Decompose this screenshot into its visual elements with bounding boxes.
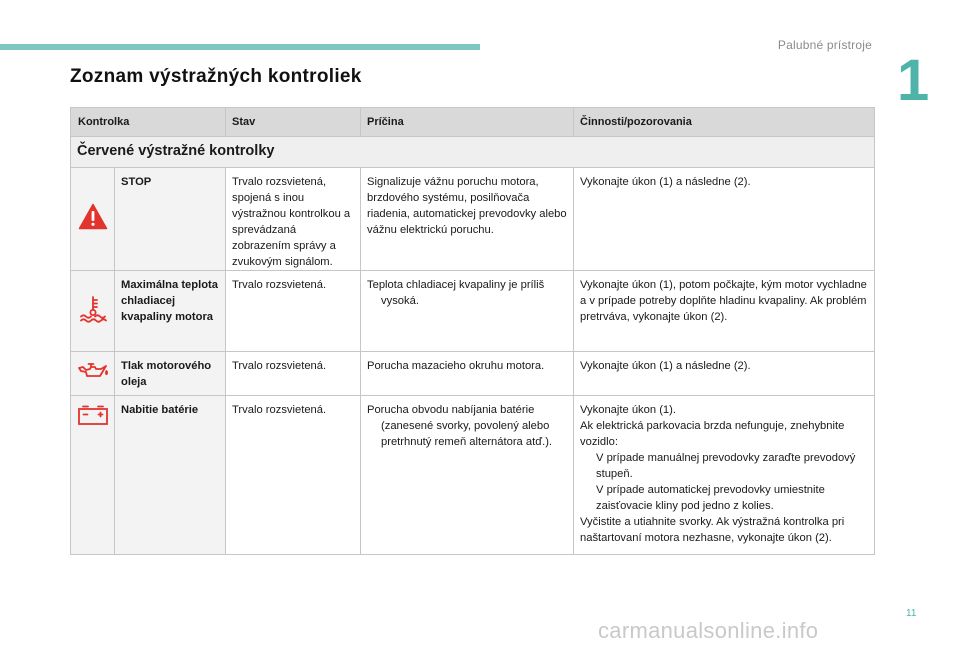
icon-cell [71,352,115,396]
section-name: Palubné prístroje [777,38,872,52]
state-text: Trvalo rozsvietená. [226,396,361,555]
indicator-name: Maximálna teplota chladiacej kvapaliny motora [115,271,226,352]
section-heading-red: Červené výstražné kontrolky [71,137,875,168]
action-line: Vykonajte úkon (1). [580,404,676,416]
cause-text [361,396,574,555]
watermark: carmanualsonline.info [598,618,819,643]
icon-cell [71,271,115,352]
chapter-number: 1 [897,48,930,113]
warning-triangle-icon [78,221,108,233]
battery-icon [77,417,109,429]
bullet-text: V prípade manuálnej prevodovky zaraďte prevodový stupeň. [596,452,856,480]
page-title: Zoznam výstražných kontroliek [70,66,362,87]
actions-text: Vykonajte úkon (1), potom počkajte, kým motor vychladne a v prípade potreby doplňte hladinu kvapaliny. Ak problém pretrváva, vykonajte úkon (2). [574,271,875,352]
page-number: 11 [906,608,917,619]
state-text: Trvalo rozsvietená. [226,271,361,352]
actions-text: Vykonajte úkon (1) a následne (2). [574,352,875,396]
actions-text: Vykonajte úkon (1) a následne (2). [574,168,875,271]
column-header-actions: Činnosti/pozorovania [574,108,875,137]
list-item [580,450,868,482]
state-text: Trvalo rozsvietená. [226,352,361,396]
state-text: Trvalo rozsvietená, spojená s inou výstražnou kontrolkou a sprevádzaná zobrazením správy a zvukovým signálom. [226,168,361,271]
list-item [580,482,868,514]
top-accent-bar [0,44,480,50]
action-line: Ak elektrická parkovacia brzda nefunguje, znehybnite vozidlo: [580,420,845,448]
cause-text: Signalizuje vážnu poruchu motora, brzdového systému, posilňovača riadenia, automatickej prevodovky alebo vážnu elektrickú poruchu. [361,168,574,271]
cause-text-value: Porucha obvodu nabíjania batérie (zanesené svorky, povolený alebo pretrhnutý remeň alternátora atď.). [367,404,553,448]
table-header-row [71,108,875,137]
table-row [71,168,875,271]
action-line: Vyčistite a utiahnite svorky. Ak výstražná kontrolka pri naštartovaní motora nezhasne, vykonajte úkon (2). [580,516,845,544]
cause-text: Porucha mazacieho okruhu motora. [361,352,574,396]
warning-lights-table [70,107,875,555]
icon-cell [71,396,115,555]
coolant-temperature-icon [78,314,108,326]
table-row [71,271,875,352]
column-header-indicator: Kontrolka [71,108,226,137]
bullet-text: V prípade automatickej prevodovky umiestnite zaisťovacie kliny pod jedno z kolies. [596,484,825,512]
actions-text [574,396,875,555]
cause-text [361,271,574,352]
table-row [71,352,875,396]
icon-cell [71,168,115,271]
indicator-name: Tlak motorového oleja [115,352,226,396]
indicator-name: STOP [115,168,226,271]
table-row [71,396,875,555]
oil-pressure-icon [77,372,109,384]
cause-text-value: Teplota chladiacej kvapaliny je príliš vysoká. [367,279,545,307]
indicator-name: Nabitie batérie [115,396,226,555]
section-row [71,137,875,168]
column-header-cause: Príčina [361,108,574,137]
column-header-state: Stav [226,108,361,137]
